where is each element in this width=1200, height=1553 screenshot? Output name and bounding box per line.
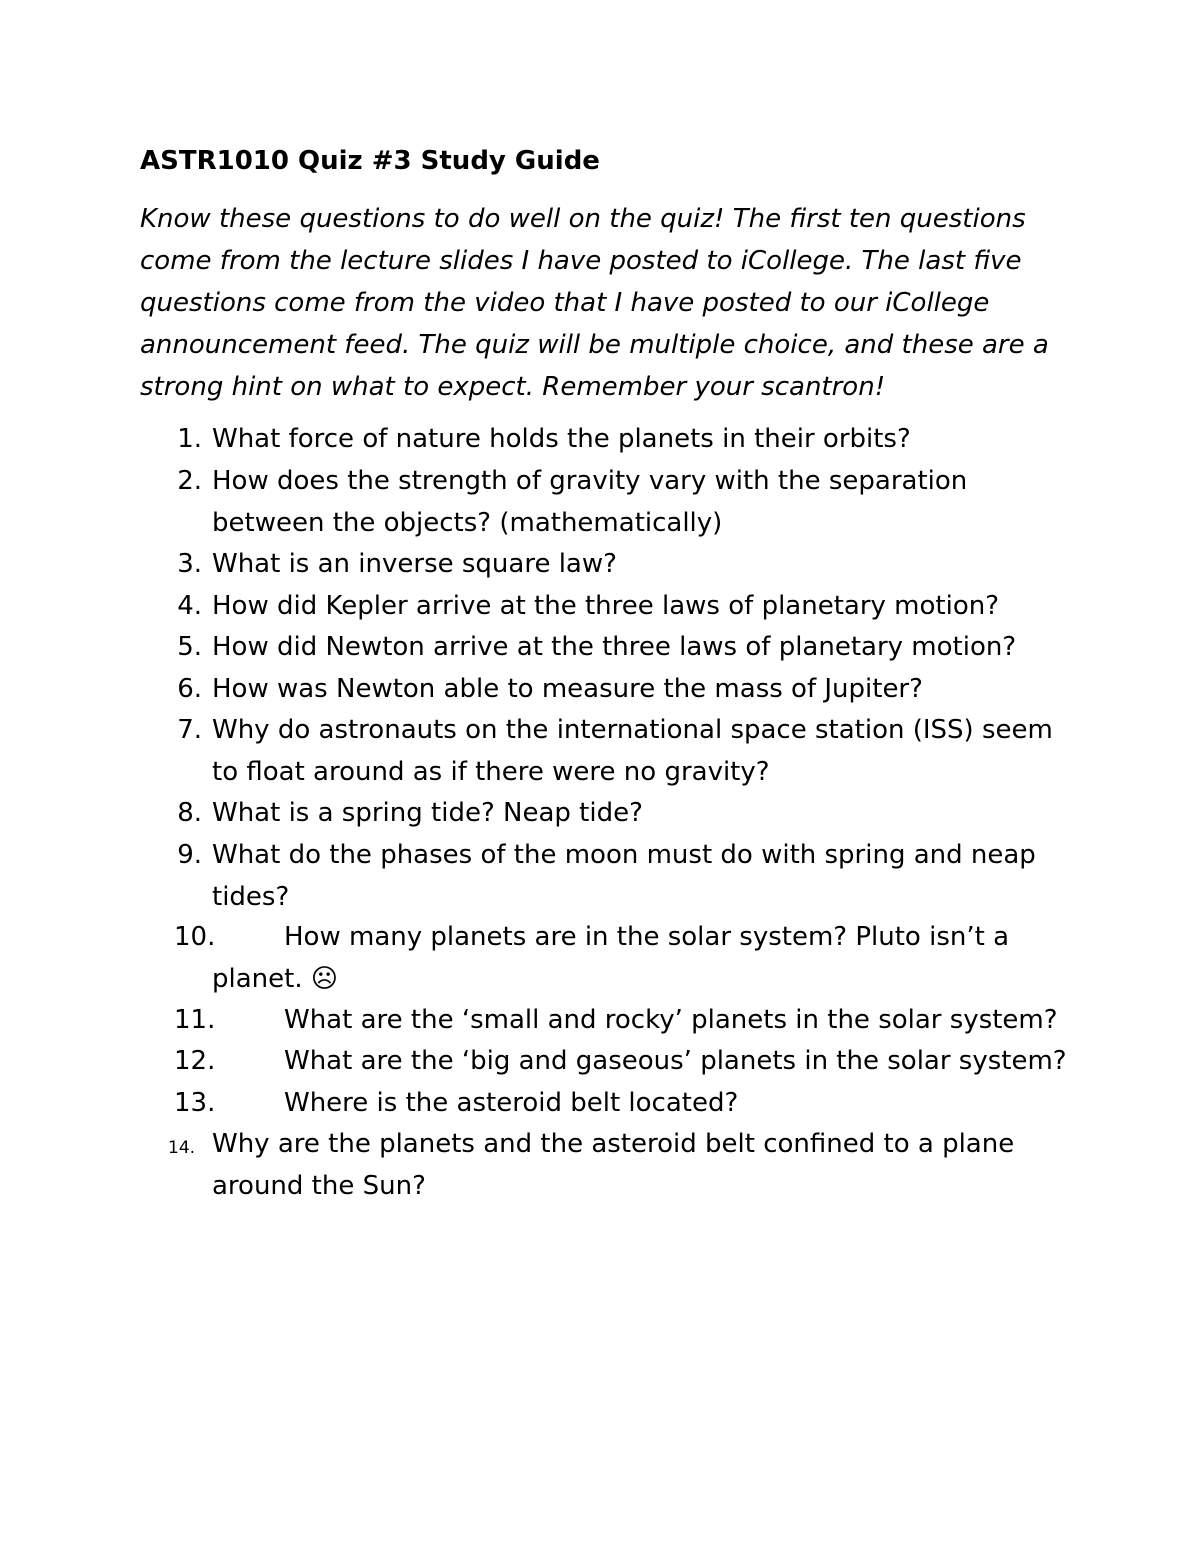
question-number: 9.	[177, 840, 202, 870]
question-number: 11.	[174, 1005, 216, 1035]
question-text: How did Kepler arrive at the three laws of planetary motion?	[212, 591, 1000, 621]
question-text: How many planets are in the solar system? Pluto isn’t a	[284, 922, 1010, 952]
question-number: 5.	[177, 632, 202, 662]
question-number: 12.	[174, 1046, 216, 1076]
question-text: What are the ‘big and gaseous’ planets in the solar system?	[284, 1046, 1067, 1076]
intro-paragraph	[140, 198, 1049, 408]
question-text: Where is the asteroid belt located?	[284, 1088, 739, 1118]
question-text-continued: between the objects? (mathematically)	[212, 508, 723, 538]
question-number: 7.	[177, 715, 202, 745]
question-text: Why are the planets and the asteroid belt confined to a plane	[212, 1129, 1015, 1159]
question-number: 2.	[177, 466, 202, 496]
question-text: What do the phases of the moon must do with spring and neap	[212, 840, 1036, 870]
intro-line: announcement feed. The quiz will be multiple choice, and these are a	[140, 330, 1049, 360]
intro-line: come from the lecture slides I have posted to iCollege. The last five	[140, 246, 1022, 276]
question-number: 3.	[177, 549, 202, 579]
question-number: 4.	[177, 591, 202, 621]
question-text: What is a spring tide? Neap tide?	[212, 798, 643, 828]
question-number: 6.	[177, 674, 202, 704]
question-text: How was Newton able to measure the mass of Jupiter?	[212, 674, 923, 704]
question-number: 13.	[174, 1088, 216, 1118]
question-text: What force of nature holds the planets in their orbits?	[212, 424, 911, 454]
question-text: Why do astronauts on the international space station (ISS) seem	[212, 715, 1053, 745]
question-text: What is an inverse square law?	[212, 549, 617, 579]
question-text: How does the strength of gravity vary with the separation	[212, 466, 968, 496]
intro-line: questions come from the video that I have posted to our iCollege	[140, 288, 990, 318]
question-text-continued: around the Sun?	[212, 1171, 426, 1201]
question-text-continued: planet. ☹	[212, 964, 338, 994]
question-number: 14.	[168, 1138, 196, 1158]
question-text: What are the ‘small and rocky’ planets in the solar system?	[284, 1005, 1058, 1035]
intro-line: strong hint on what to expect. Remember your scantron!	[140, 372, 886, 402]
question-text: How did Newton arrive at the three laws of planetary motion?	[212, 632, 1017, 662]
question-number: 1.	[177, 424, 202, 454]
question-text-continued: to float around as if there were no gravity?	[212, 757, 770, 787]
question-number: 10.	[174, 922, 216, 952]
intro-line: Know these questions to do well on the quiz! The first ten questions	[140, 204, 1026, 234]
document-title: ASTR1010 Quiz #3 Study Guide	[140, 146, 600, 176]
question-text-continued: tides?	[212, 882, 290, 912]
question-number: 8.	[177, 798, 202, 828]
